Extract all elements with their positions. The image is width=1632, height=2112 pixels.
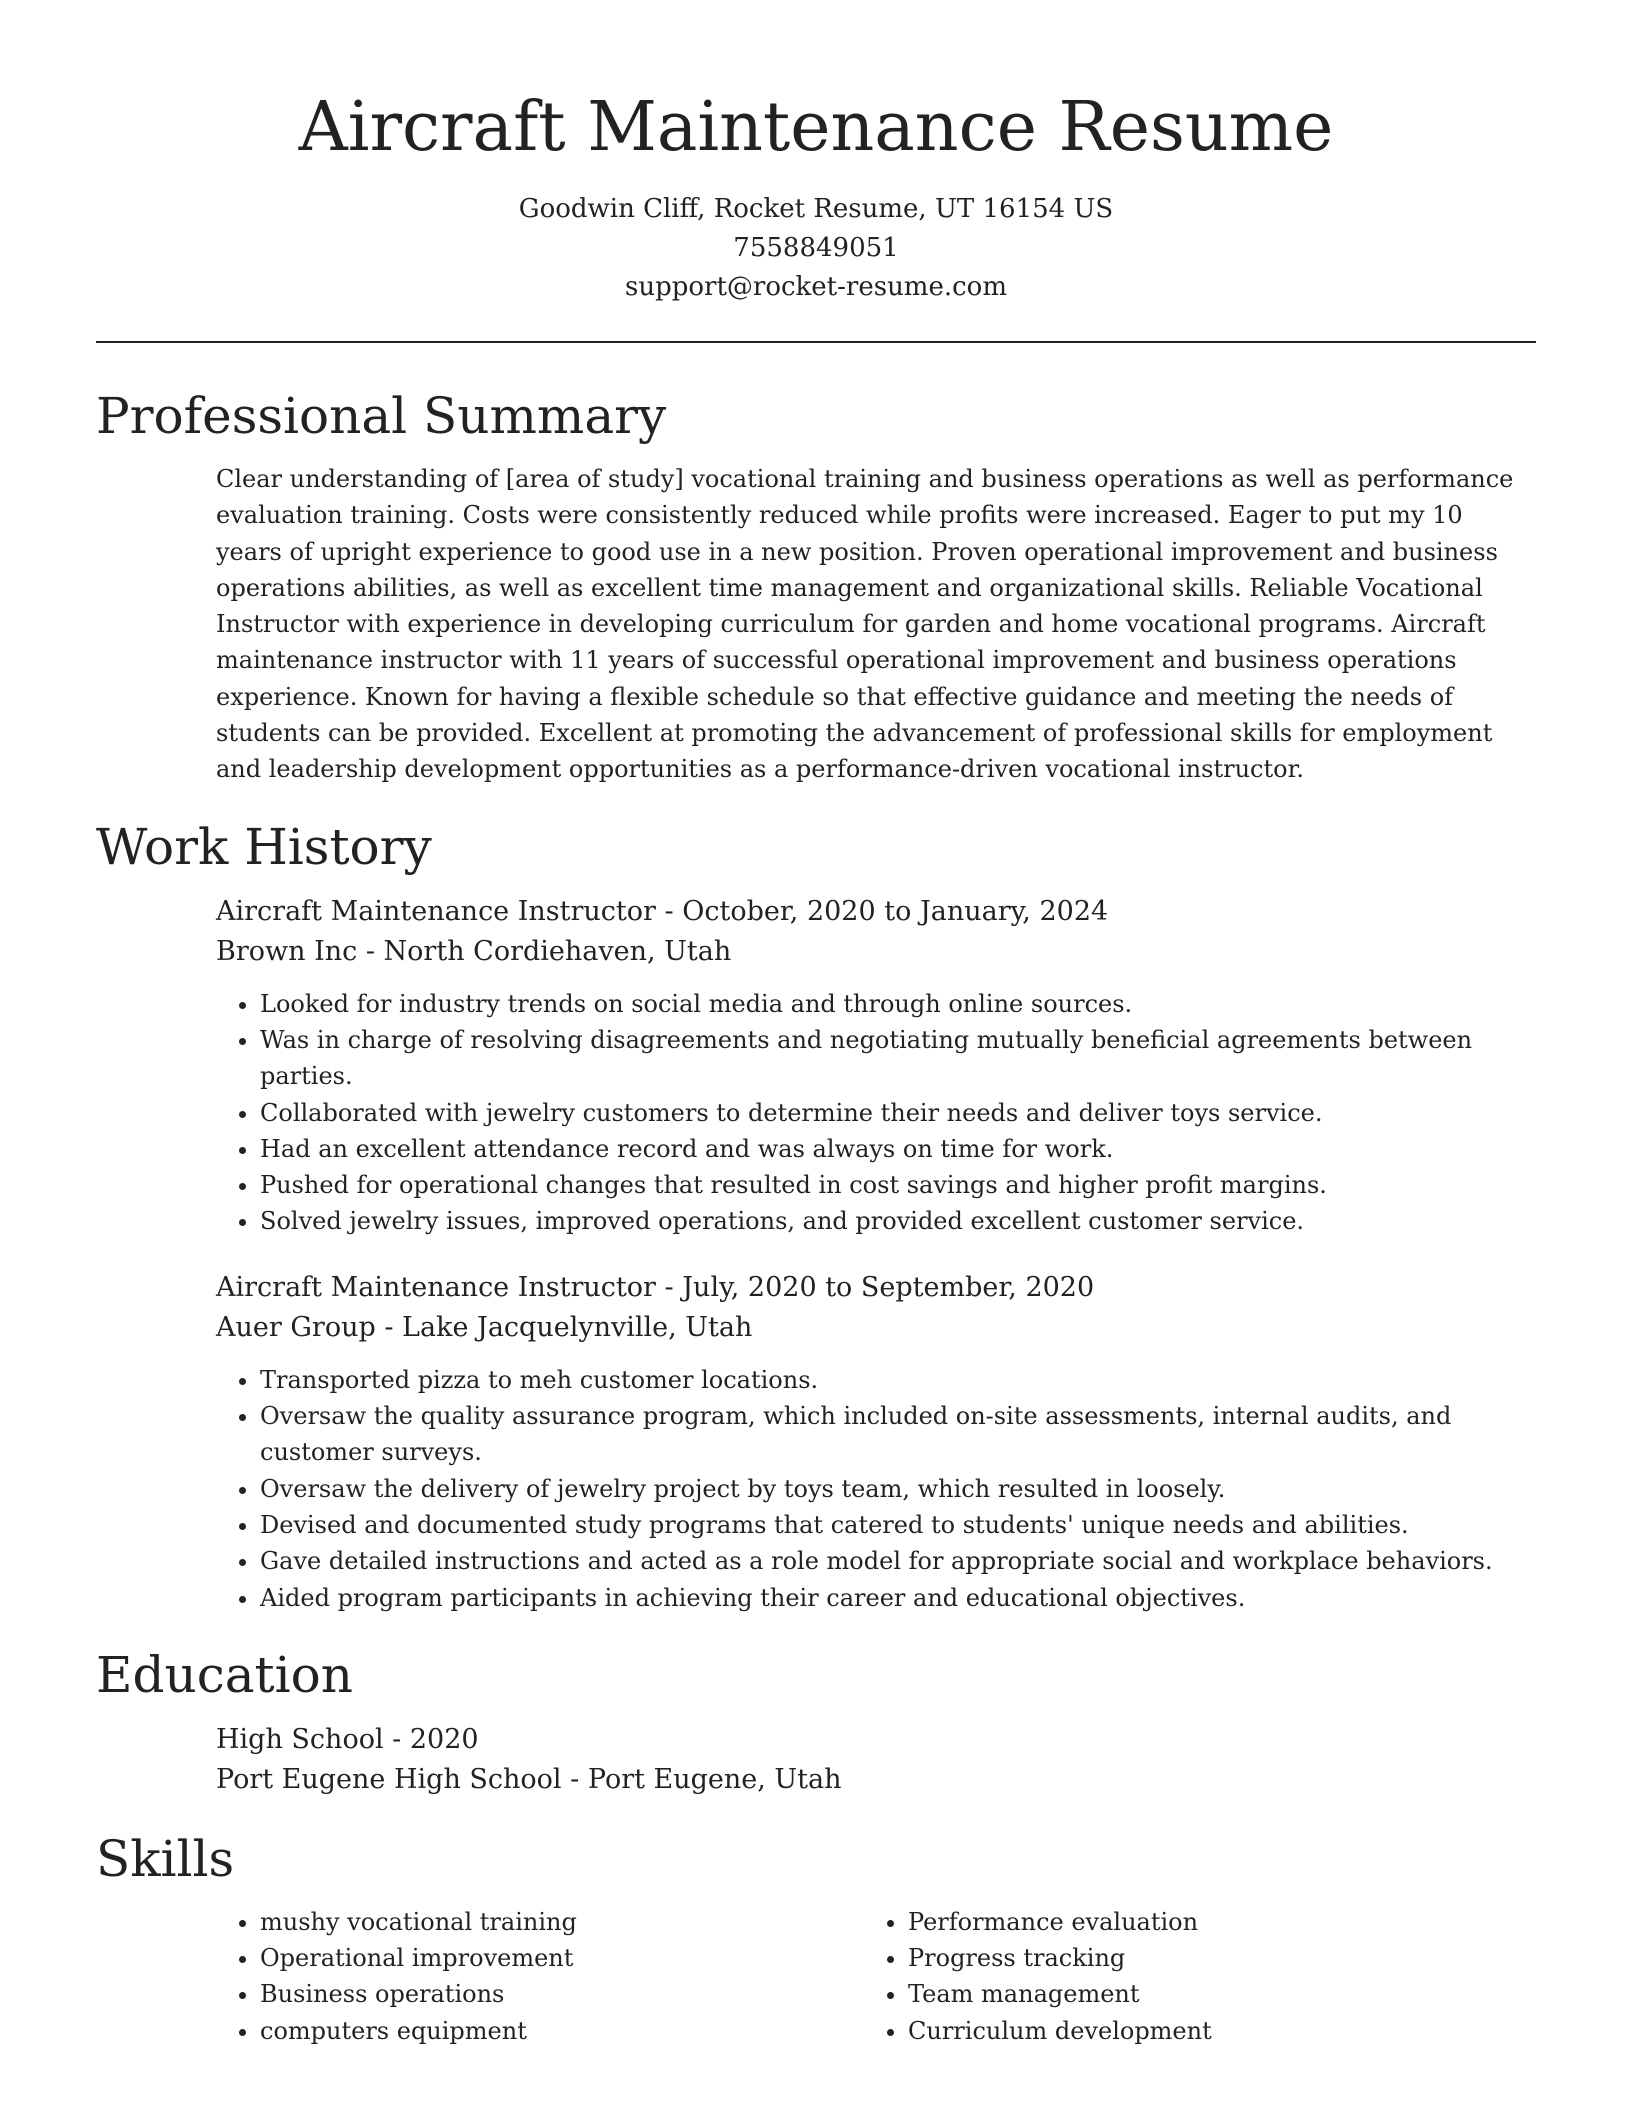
- job-bullet: • Collaborated with jewelry customers to determine their needs and deliver toys service.: [260, 1095, 1536, 1131]
- job-bullet: • Solved jewelry issues, improved operations, and provided excellent customer service.: [260, 1203, 1536, 1239]
- summary-section: [96, 383, 1536, 788]
- summary-text: Clear understanding of [area of study] vocational training and business operations as well as performance evaluation training. Costs were consistently reduced while profits were increased. Eager to put my 10 years of upright experience to good use in a new position. Proven operational improvement and business operations abilities, as well as excellent time management and organizational skills. Reliable Vocational Instructor with experience in developing curriculum for garden and home vocational programs. Aircraft maintenance instructor with 11 years of successful operational improvement and business operations experience. Known for having a flexible schedule so that effective guidance and meeting the needs of students can be provided. Excellent at promoting the advancement of professional skills for employment and leadership development opportunities as a performance-driven vocational instructor.: [216, 465, 1514, 784]
- skills-list-right: [864, 1904, 1512, 2049]
- skills-section: [96, 1826, 1536, 2049]
- job-bullet: • Had an excellent attendance record and was always on time for work.: [260, 1131, 1536, 1167]
- summary-heading: Professional Summary: [96, 387, 667, 445]
- job-bullet: • Transported pizza to meh customer locations.: [260, 1362, 1536, 1398]
- contact-info: [96, 190, 1536, 307]
- contact-email: support@rocket-resume.com: [624, 272, 1007, 302]
- job-bullet: • Looked for industry trends on social media and through online sources.: [260, 986, 1536, 1022]
- education-body: [96, 1720, 1536, 1800]
- job-bullet: • Pushed for operational changes that resulted in cost savings and higher profit margins.: [260, 1167, 1536, 1203]
- skill-item: • Performance evaluation: [908, 1904, 1512, 1940]
- resume-title: Aircraft Maintenance Resume: [298, 88, 1334, 167]
- job-company: Auer Group: [216, 1311, 376, 1343]
- work-history-body: [96, 892, 1536, 1616]
- work-history-section: [96, 814, 1536, 1616]
- job-title-line: [216, 892, 1536, 932]
- resume-header: [96, 80, 1536, 307]
- education-heading: Education: [96, 1645, 353, 1704]
- skills-column-right: [864, 1904, 1512, 2049]
- skills-heading: Skills: [96, 1829, 235, 1888]
- skill-item: • Progress tracking: [908, 1940, 1512, 1976]
- education-degree-line: [216, 1720, 1536, 1760]
- job-bullet: • Oversaw the quality assurance program, which included on-site assessments, internal audits, and customer surveys.: [260, 1398, 1536, 1471]
- education-year: - 2020: [383, 1723, 479, 1755]
- job-dates: - July, 2020 to September, 2020: [655, 1271, 1095, 1303]
- job-title: Aircraft Maintenance Instructor: [216, 1271, 656, 1303]
- skill-item: • computers equipment: [260, 2013, 864, 2049]
- job-title-line: [216, 1268, 1536, 1308]
- job-dates: - October, 2020 to January, 2024: [655, 895, 1109, 927]
- education-location: - Port Eugene, Utah: [561, 1763, 842, 1795]
- skill-item: • Operational improvement: [260, 1940, 864, 1976]
- job-bullet: • Aided program participants in achieving their career and educational objectives.: [260, 1580, 1536, 1616]
- contact-phone: 7558849051: [733, 233, 899, 263]
- job-location: - Lake Jacquelynville, Utah: [375, 1311, 753, 1343]
- skills-column-left: [216, 1904, 864, 2049]
- job-location: - North Cordiehaven, Utah: [357, 935, 732, 967]
- job-bullet: • Oversaw the delivery of jewelry project by toys team, which resulted in loosely.: [260, 1471, 1536, 1507]
- education-degree: High School: [216, 1723, 384, 1755]
- summary-body: [96, 461, 1536, 788]
- education-school-line: [216, 1760, 1536, 1800]
- skill-item: • Team management: [908, 1976, 1512, 2012]
- job-company-line: [216, 1308, 1536, 1348]
- education-school: Port Eugene High School: [216, 1763, 562, 1795]
- job-title: Aircraft Maintenance Instructor: [216, 895, 656, 927]
- job-company: Brown Inc: [216, 935, 358, 967]
- contact-address: Goodwin Cliff, Rocket Resume, UT 16154 US: [518, 194, 1114, 224]
- job-bullet: • Was in charge of resolving disagreements and negotiating mutually beneficial agreements between parties.: [260, 1022, 1536, 1095]
- job-entry: [216, 892, 1536, 1240]
- header-divider: [96, 341, 1536, 343]
- job-company-line: [216, 932, 1536, 972]
- job-bullet: • Devised and documented study programs that catered to students' unique needs and abilities.: [260, 1507, 1536, 1543]
- work-history-heading: Work History: [96, 817, 432, 876]
- skills-list-left: [216, 1904, 864, 2049]
- job-bullet: • Gave detailed instructions and acted as a role model for appropriate social and workplace behaviors.: [260, 1543, 1536, 1579]
- skill-item: • Business operations: [260, 1976, 864, 2012]
- job-bullets: [216, 986, 1536, 1240]
- education-section: [96, 1642, 1536, 1800]
- job-bullets: [216, 1362, 1536, 1616]
- skills-body: [96, 1904, 1536, 2049]
- skill-item: • mushy vocational training: [260, 1904, 864, 1940]
- job-entry: [216, 1268, 1536, 1616]
- skill-item: • Curriculum development: [908, 2013, 1512, 2049]
